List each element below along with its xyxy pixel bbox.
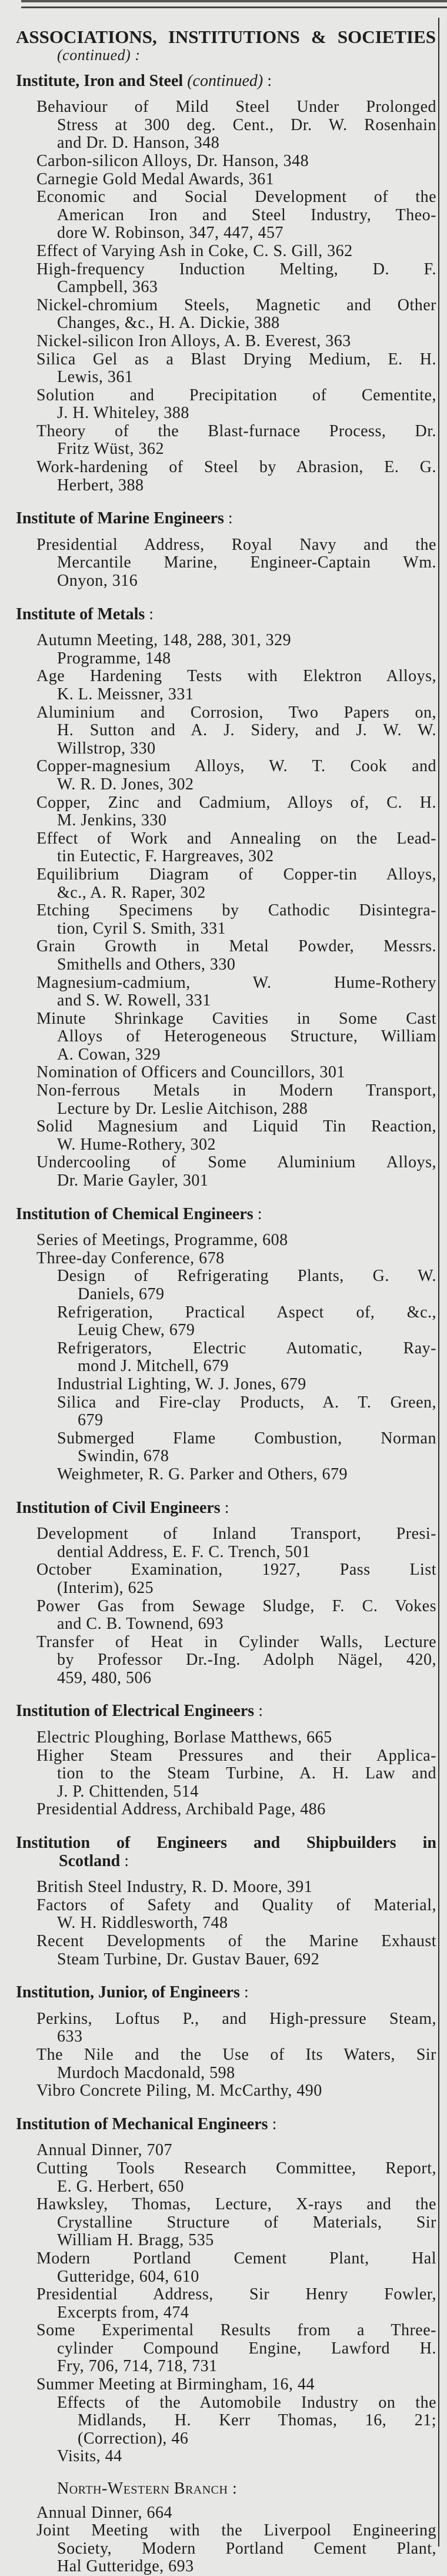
- section-heading-text: Institution of Engineers and Shipbuilders in: [16, 1834, 436, 1853]
- index-entry: [0, 1376, 447, 1394]
- index-entry-line: M. Jenkins, 330: [57, 811, 167, 830]
- index-entry-line: Lewis, 361: [57, 368, 134, 387]
- index-entry: [0, 1598, 447, 1634]
- index-entry-line: Smithells and Others, 330: [57, 955, 236, 974]
- index-entry: [0, 1878, 447, 1897]
- index-entry-line: Swindin, 678: [78, 1447, 169, 1466]
- index-entry-line: Willstrop, 330: [57, 739, 156, 758]
- index-entry: [0, 188, 447, 243]
- index-entry-line: British Steel Industry, R. D. Moore, 391: [36, 1878, 313, 1897]
- index-entry-line: Refrigeration, Practical Aspect of, &c.,: [57, 1303, 436, 1322]
- index-entry-line: Mercantile Marine, Engineer-Captain Wm.: [57, 553, 436, 572]
- index-entry: [0, 1064, 447, 1082]
- index-entry: [0, 1430, 447, 1466]
- index-entry: [0, 1010, 447, 1064]
- index-entry-line: Economic and Social Development of the: [36, 188, 436, 207]
- section-heading-text: Scotland: [59, 1851, 121, 1870]
- index-entry-line: tin Eutectic, F. Hargreaves, 302: [57, 847, 274, 866]
- index-entry-line: and S. W. Rowell, 331: [57, 991, 211, 1010]
- index-entry-line: dore W. Robinson, 347, 447, 457: [57, 224, 283, 243]
- index-entry-line: A. Cowan, 329: [57, 1045, 161, 1064]
- index-entry: [0, 2196, 447, 2250]
- index-entry-line: Series of Meetings, Programme, 608: [36, 1231, 288, 1250]
- index-entry-line: W. R. D. Jones, 302: [57, 775, 194, 794]
- index-entry: [0, 2522, 447, 2576]
- index-entry-line: Gutteridge, 604, 610: [57, 2267, 199, 2286]
- index-entry: [0, 459, 447, 494]
- index-entry-line: Lecture by Dr. Leslie Aitchison, 288: [57, 1099, 308, 1118]
- index-entry: [0, 1304, 447, 1340]
- index-entry-line: Annual Dinner, 664: [36, 2503, 173, 2522]
- index-entry-line: Excerpts from, 474: [57, 2303, 189, 2322]
- top-rule: [21, 0, 447, 2]
- index-entry-line: Three-day Conference, 678: [36, 1249, 225, 1267]
- section-heading-colon: :: [239, 1983, 249, 2002]
- index-entry-line: Age Hardening Tests with Elektron Alloys,: [36, 667, 436, 686]
- section-heading-line: [16, 1984, 436, 2002]
- index-entry-line: Submerged Flame Combustion, Norman: [57, 1429, 436, 1448]
- index-entry-line: Modern Portland Cement Plant, Hal: [36, 2249, 436, 2268]
- index-entry: [0, 243, 447, 261]
- index-entry-line: Changes, &c., H. A. Dickie, 388: [57, 314, 280, 333]
- index-page: [0, 28, 447, 2576]
- index-section: [0, 2116, 447, 2576]
- index-entry: [0, 938, 447, 974]
- index-entry-line: Work-hardening of Steel by Abrasion, E. G.: [36, 458, 436, 477]
- index-entry-line: Some Experimental Results from a Three-: [36, 2321, 436, 2340]
- index-entry: [0, 974, 447, 1010]
- index-entry-line: Fritz Wüst, 362: [57, 440, 164, 459]
- index-entry: [0, 704, 447, 758]
- index-entry-line: Nickel-silicon Iron Alloys, A. B. Everest, 363: [36, 331, 351, 350]
- index-entry-line: Grain Growth in Metal Powder, Messrs.: [36, 937, 436, 956]
- index-entry: [0, 261, 447, 297]
- section-heading-colon: :: [224, 509, 233, 528]
- index-entry-line: Effects of the Automobile Industry on the: [57, 2393, 436, 2412]
- index-entry-line: Cutting Tools Research Committee, Report,: [36, 2159, 436, 2177]
- index-entry-line: mond J. Mitchell, 679: [78, 1357, 229, 1376]
- section-heading-colon: :: [145, 605, 154, 623]
- index-entry-line: Higher Steam Pressures and their Applica-: [36, 1746, 436, 1765]
- index-entry: [0, 2010, 447, 2046]
- subsection-heading: North-Western Branch :: [57, 2479, 238, 2498]
- section-heading: [0, 72, 447, 91]
- index-entry-line: K. L. Meissner, 331: [57, 685, 194, 703]
- index-entry-line: Herbert, 388: [57, 476, 144, 494]
- section-heading-line: [16, 1702, 436, 1721]
- index-section: [0, 1499, 447, 1688]
- index-entry-line: Equilibrium Diagram of Copper-tin Alloys,: [36, 865, 436, 884]
- section-heading-text: Institution, Junior, of Engineers: [16, 1983, 240, 2002]
- index-entry-line: tion to the Steam Turbine, A. H. Law and: [57, 1764, 436, 1783]
- index-entry: [0, 2322, 447, 2376]
- index-entry-line: Copper-magnesium Alloys, W. T. Cook and: [36, 757, 436, 776]
- index-entry-line: Nickel-chromium Steels, Magnetic and Other: [36, 296, 436, 314]
- index-entry-line: American Iron and Steel Industry, Theo-: [57, 205, 436, 224]
- section-heading-colon: :: [120, 1851, 129, 1870]
- section-heading-text: Institute of Marine Engineers: [16, 509, 224, 528]
- index-entry: [0, 1747, 447, 1801]
- top-rule-inner: [21, 6, 447, 8]
- index-entry-line: (Correction), 46: [78, 2429, 189, 2448]
- section-heading-line: [16, 510, 436, 528]
- index-entry: [0, 2082, 447, 2100]
- section-heading-text: Institution of Civil Engineers: [16, 1498, 221, 1517]
- index-entry-line: Silica and Fire-clay Products, A. T. Green,: [57, 1393, 436, 1412]
- index-entry-line: Recent Developments of the Marine Exhaust: [36, 1932, 436, 1950]
- index-entry: [0, 297, 447, 333]
- index-sections: [0, 72, 447, 2576]
- index-entry-line: Joint Meeting with the Liverpool Engineering: [36, 2521, 436, 2540]
- index-entry-line: 633: [57, 2027, 83, 2046]
- index-entry-line: Copper, Zinc and Cadmium, Alloys of, C. H.: [36, 793, 436, 812]
- index-entry-line: H. Sutton and A. J. Sidery, and J. W. W.: [57, 721, 436, 740]
- index-entry-line: dential Address, E. F. C. Trench, 501: [57, 1542, 311, 1561]
- index-entry-line: Silica Gel as a Blast Drying Medium, E. H.: [36, 350, 436, 369]
- index-entry: [0, 98, 447, 152]
- page-title: ASSOCIATIONS, INSTITUTIONS & SOCIETIES: [16, 26, 436, 47]
- index-entry-line: Presidential Address, Royal Navy and the: [36, 535, 436, 554]
- index-entry-line: Factors of Safety and Quality of Material,: [36, 1896, 436, 1914]
- index-entry-line: Electric Ploughing, Borlase Matthews, 665: [36, 1728, 332, 1747]
- index-entry-line: cylinder Compound Engine, Lawford H.: [57, 2339, 436, 2358]
- index-entry-line: High-frequency Induction Melting, D. F.: [36, 260, 436, 278]
- index-entry-line: 459, 480, 506: [57, 1668, 152, 1687]
- index-entry-line: Vibro Concrete Piling, M. McCarthy, 490: [36, 2082, 322, 2100]
- index-section: [0, 510, 447, 590]
- index-entry-line: Effect of Varying Ash in Coke, C. S. Gill, 362: [36, 241, 353, 260]
- index-entry: [0, 2504, 447, 2522]
- index-entry-line: Crystalline Structure of Materials, Sir: [57, 2213, 436, 2232]
- index-entry-line: The Nile and the Use of Its Waters, Sir: [36, 2045, 436, 2064]
- index-entry-line: &c., A. R. Raper, 302: [57, 883, 206, 902]
- index-section: [0, 606, 447, 1190]
- section-heading-colon: :: [254, 1702, 263, 1721]
- index-entry-line: Solution and Precipitation of Cementite,: [36, 386, 436, 404]
- section-heading: [0, 1702, 447, 1721]
- index-entry-line: W. H. Riddlesworth, 748: [57, 1914, 228, 1933]
- section-heading: [0, 1834, 447, 1870]
- index-entry: [0, 632, 447, 650]
- index-entry: [0, 1118, 447, 1154]
- index-entry-line: Solid Magnesium and Liquid Tin Reaction,: [36, 1117, 436, 1136]
- index-entry: [0, 2250, 447, 2286]
- section-heading-line: [16, 1499, 436, 1518]
- section-heading-line: [59, 1853, 436, 1871]
- section-heading-line: [16, 2116, 436, 2134]
- index-entry-line: Fry, 706, 714, 718, 731: [57, 2357, 218, 2376]
- index-entry-line: Daniels, 679: [78, 1285, 165, 1303]
- index-entry-line: Power Gas from Sewage Sludge, F. C. Vokes: [36, 1596, 436, 1615]
- index-entry-line: Behaviour of Mild Steel Under Prolonged: [36, 98, 436, 117]
- index-entry-line: E. G. Herbert, 650: [57, 2177, 184, 2196]
- index-entry-line: (Interim), 625: [57, 1578, 154, 1597]
- page-title-note: (continued) :: [57, 47, 141, 64]
- index-entry: [0, 1561, 447, 1597]
- index-entry-line: Non-ferrous Metals in Modern Transport,: [36, 1081, 436, 1100]
- index-entry: [0, 1466, 447, 1484]
- index-entry: [0, 2394, 447, 2448]
- index-section: [0, 72, 447, 495]
- index-entry: [0, 152, 447, 171]
- section-heading-line: [16, 1206, 436, 1224]
- index-entry: [0, 1082, 447, 1118]
- index-entry: [0, 1729, 447, 1747]
- index-section: [0, 1206, 447, 1484]
- index-entry-line: Industrial Lighting, W. J. Jones, 679: [57, 1375, 306, 1393]
- index-entry: [0, 1154, 447, 1190]
- index-entry-line: Dr. Marie Gayler, 301: [57, 1171, 209, 1190]
- index-entry-line: Development of Inland Transport, Presi-: [36, 1525, 436, 1543]
- index-entry: [0, 2448, 447, 2466]
- index-entry: [0, 866, 447, 902]
- section-heading: [0, 1984, 447, 2002]
- index-entry: [0, 423, 447, 459]
- index-entry-line: Undercooling of Some Aluminium Alloys,: [36, 1153, 436, 1172]
- index-entry-line: Steam Turbine, Dr. Gustav Bauer, 692: [57, 1950, 320, 1968]
- index-entry: [0, 1231, 447, 1250]
- index-entry-line: J. P. Chittenden, 514: [57, 1782, 199, 1801]
- index-entry-line: Alloys of Heterogeneous Structure, William: [57, 1027, 436, 1046]
- index-entry: [0, 1394, 447, 1430]
- section-heading-line: [16, 1834, 436, 1853]
- index-entry: [0, 902, 447, 938]
- index-entry-line: Perkins, Loftus P., and High-pressure Steam,: [36, 2009, 436, 2028]
- section-heading-colon: :: [263, 71, 272, 90]
- index-entry-line: Weighmeter, R. G. Parker and Others, 679: [57, 1465, 348, 1483]
- section-heading-text: Institution of Mechanical Engineers: [16, 2114, 268, 2133]
- section-heading-text: Institute, Iron and Steel: [16, 71, 184, 90]
- index-entry-line: Society, Modern Portland Cement Plant,: [57, 2539, 436, 2558]
- index-entry-line: by Professor Dr.-Ing. Adolph Nägel, 420,: [57, 1651, 436, 1669]
- index-entry-line: and Dr. D. Hanson, 348: [57, 134, 220, 152]
- index-entry: [0, 794, 447, 830]
- index-entry-line: and C. B. Townend, 693: [57, 1615, 224, 1634]
- index-entry: [0, 1634, 447, 1688]
- index-entry-line: Autumn Meeting, 148, 288, 301, 329: [36, 631, 292, 650]
- index-section: [0, 1702, 447, 1819]
- index-entry: [0, 171, 447, 189]
- index-entry: [0, 2286, 447, 2322]
- section-heading: [0, 606, 447, 624]
- index-entry-line: William H. Bragg, 535: [57, 2231, 214, 2250]
- index-entry-line: Aluminium and Corrosion, Two Papers on,: [36, 703, 436, 722]
- index-entry: [0, 351, 447, 387]
- index-entry-line: Carbon-silicon Alloys, Dr. Hanson, 348: [36, 151, 309, 170]
- index-entry-line: Midlands, H. Kerr Thomas, 16, 21;: [78, 2411, 436, 2430]
- section-heading: [0, 1499, 447, 1518]
- index-entry: [0, 1933, 447, 1968]
- index-entry-line: Theory of the Blast-furnace Process, Dr.: [36, 421, 436, 440]
- section-heading-colon: :: [268, 2114, 277, 2133]
- section-heading: [0, 1206, 447, 1224]
- index-entry-line: Hal Gutteridge, 693: [57, 2557, 194, 2576]
- index-entry: [0, 668, 447, 703]
- index-entry-line: Presidential Address, Archibald Page, 486: [36, 1800, 326, 1819]
- index-entry-line: Carnegie Gold Medal Awards, 361: [36, 170, 275, 188]
- index-entry: [0, 2376, 447, 2394]
- index-entry-line: Murdoch Macdonald, 598: [57, 2063, 235, 2082]
- section-heading-line: [16, 72, 436, 91]
- index-entry-line: tion, Cyril S. Smith, 331: [57, 919, 226, 938]
- section-heading-line: [16, 606, 436, 624]
- index-entry-line: W. Hume-Rothery, 302: [57, 1135, 216, 1154]
- index-entry: [0, 1250, 447, 1268]
- index-entry-line: J. H. Whiteley, 388: [57, 404, 189, 423]
- index-section: [0, 1984, 447, 2100]
- index-entry-line: October Examination, 1927, Pass List: [36, 1561, 436, 1579]
- index-entry-line: Minute Shrinkage Cavities in Some Cast: [36, 1009, 436, 1028]
- index-entry-line: Hawksley, Thomas, Lecture, X-rays and the: [36, 2195, 436, 2214]
- index-entry: [0, 333, 447, 351]
- index-entry: [0, 1340, 447, 1376]
- index-entry-line: Transfer of Heat in Cylinder Walls, Lecture: [36, 1632, 436, 1651]
- index-entry: [0, 650, 447, 668]
- index-entry-line: Onyon, 316: [57, 572, 138, 590]
- index-entry-line: Nomination of Officers and Councillors, 301: [36, 1063, 345, 1082]
- index-entry: [0, 1525, 447, 1561]
- section-heading-colon: :: [253, 1204, 262, 1223]
- index-entry: [0, 758, 447, 794]
- index-entry-line: Magnesium-cadmium, W. Hume-Rothery: [36, 973, 436, 992]
- index-entry-line: Visits, 44: [57, 2447, 122, 2466]
- index-entry: [0, 536, 447, 590]
- index-entry: [0, 2046, 447, 2082]
- index-entry-line: 679: [78, 1411, 104, 1430]
- section-heading-text: Institute of Metals: [16, 605, 145, 623]
- section-heading-text: Institution of Electrical Engineers: [16, 1702, 255, 1721]
- section-heading: [0, 510, 447, 528]
- index-entry-line: Leuig Chew, 679: [78, 1321, 195, 1340]
- index-entry: [0, 1897, 447, 1933]
- index-entry-line: Etching Specimens by Cathodic Disintegra-: [36, 901, 436, 920]
- index-section: [0, 1834, 447, 1968]
- section-heading-colon: :: [220, 1498, 229, 1517]
- index-entry: [0, 387, 447, 423]
- section-heading-note: (continued): [187, 71, 263, 90]
- index-entry: [0, 2142, 447, 2160]
- index-entry-line: Campbell, 363: [57, 278, 158, 297]
- index-entry: [0, 1801, 447, 1819]
- index-entry: [0, 830, 447, 866]
- section-heading-text: Institution of Chemical Engineers: [16, 1204, 253, 1223]
- index-entry-line: Presidential Address, Sir Henry Fowler,: [36, 2285, 436, 2304]
- index-entry-line: Annual Dinner, 707: [36, 2141, 173, 2160]
- index-entry: [0, 1267, 447, 1303]
- index-entry: [0, 2160, 447, 2196]
- index-entry-line: Programme, 148: [57, 649, 171, 668]
- index-entry-line: Design of Refrigerating Plants, G. W.: [57, 1267, 436, 1286]
- section-heading: [0, 2116, 447, 2134]
- index-entry-line: Effect of Work and Annealing on the Lead-: [36, 829, 436, 848]
- index-entry-line: Refrigerators, Electric Automatic, Ray-: [57, 1339, 436, 1357]
- index-entry-line: Stress at 300 deg. Cent., Dr. W. Rosenhain: [57, 115, 436, 134]
- index-entry-line: Summer Meeting at Birmingham, 16, 44: [36, 2375, 315, 2394]
